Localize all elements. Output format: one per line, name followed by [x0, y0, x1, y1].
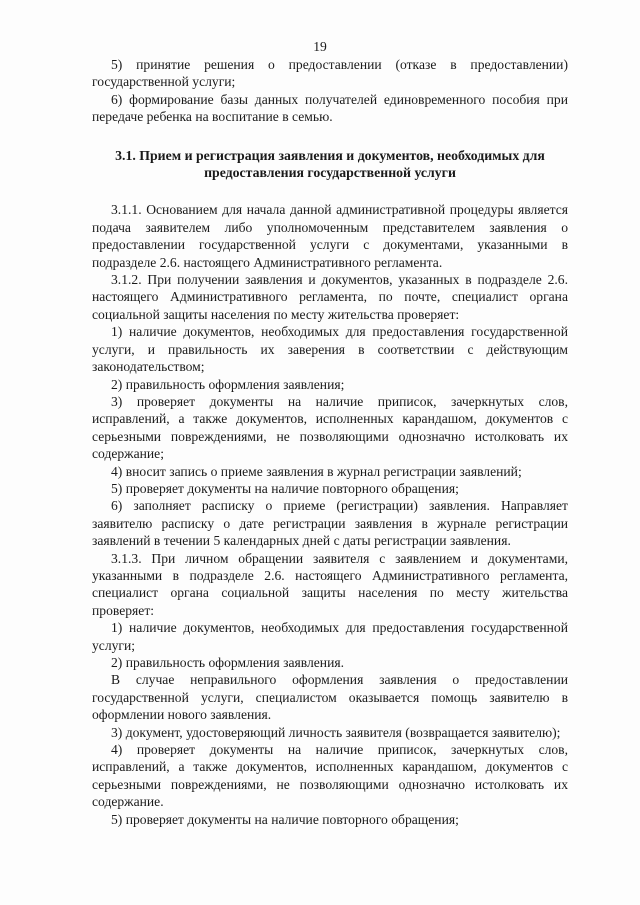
paragraph: 3.1.1. Основанием для начала данной административной процедуры является подача заявителем либо уполномоченным представителем заявления о предоставлении государственной услуги с документами, указанными в подразделе 2.6. настоящего Административного регламента.: [92, 202, 568, 270]
list-item: 5) принятие решения о предоставлении (отказе в предоставлении) государственной услуги;: [92, 57, 568, 90]
paragraph: 3.1.3. При личном обращении заявителя с заявлением и документами, указанными в подразделе 2.6. настоящего Административного регламента, специалист органа социальной защиты населения по месту жительства проверяет:: [92, 550, 568, 618]
section-heading: 3.1. Прием и регистрация заявления и документов, необходимых для предоставления государственной услуги: [115, 147, 545, 181]
list-item: 1) наличие документов, необходимых для предоставления государственной услуги, и правильность их заверения в соответствии с действующим законодательством;: [92, 324, 568, 375]
list-item: 2) правильность оформления заявления.: [111, 655, 345, 670]
list-item: 1) наличие документов, необходимых для предоставления государственной услуги;: [92, 620, 568, 653]
list-item: 5) проверяет документы на наличие повторного обращения;: [111, 811, 459, 827]
list-item: 6) заполняет расписку о приеме (регистрации) заявления. Направляет заявителю расписку о дате регистрации заявления в журнале регистрации заявлений в течении 5 календарных дней с даты регистрации заявления.: [92, 498, 568, 549]
page-number: 19: [313, 39, 327, 54]
list-item: 2) правильность оформления заявления;: [111, 376, 345, 392]
paragraph: В случае неправильного оформления заявления о предоставлении государственной услуги, специалистом оказывается помощь заявителю в оформлении нового заявления.: [92, 672, 568, 723]
paragraph: 3.1.2. При получении заявления и документов, указанных в подразделе 2.6. настоящего Административного регламента, по почте, специалист органа социальной защиты населения по месту жительства проверяет:: [92, 272, 568, 322]
list-item: 4) проверяет документы на наличие приписок, зачеркнутых слов, исправлений, а также документов, исполненных карандашом, документов с серьезными повреждениями, не позволяющими однозначно истолковать их содержание.: [92, 742, 568, 810]
list-item: 5) проверяет документы на наличие повторного обращения;: [111, 480, 459, 496]
document-body: [92, 56, 568, 828]
list-item: 3) проверяет документы на наличие приписок, зачеркнутых слов, исправлений, а также документов, исполненных карандашом, документов с серьезными повреждениями, не позволяющими однозначно истолковать их содержание;: [92, 393, 568, 462]
list-item: 4) вносит запись о приеме заявления в журнал регистрации заявлений;: [111, 463, 522, 479]
list-item: 3) документ, удостоверяющий личность заявителя (возвращается заявителю);: [111, 724, 561, 740]
list-item: 6) формирование базы данных получателей единовременного пособия при передаче ребенка на воспитание в семью.: [92, 91, 568, 125]
